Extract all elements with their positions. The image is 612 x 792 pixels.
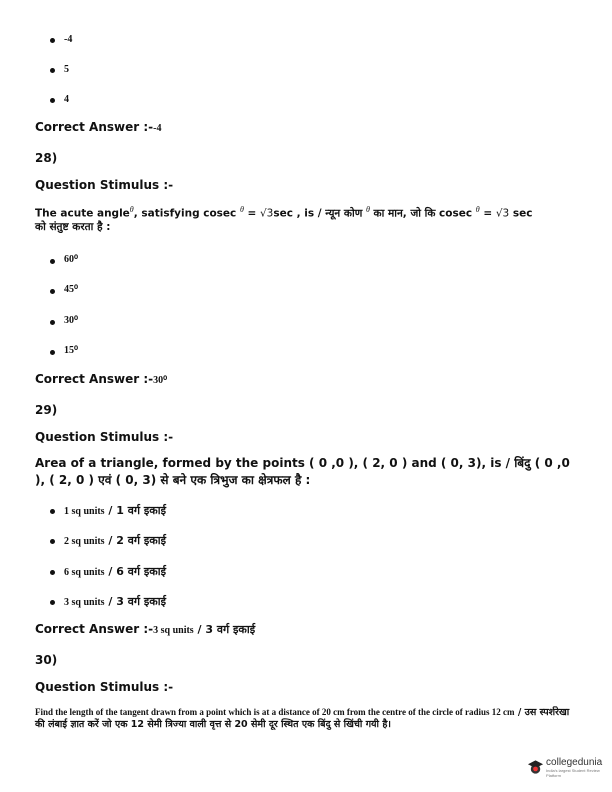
bullet bbox=[50, 350, 55, 355]
correct-answer-label: Correct Answer :- bbox=[35, 372, 154, 386]
option-en: 2 sq units bbox=[64, 536, 105, 547]
bullet bbox=[50, 509, 55, 514]
bullet bbox=[50, 320, 55, 325]
option-q28-2: 45⁰ bbox=[64, 284, 79, 295]
option-q29-3 bbox=[64, 564, 166, 579]
q28-text-part: sec , is / न्यून कोण bbox=[273, 207, 363, 220]
theta-symbol: θ bbox=[475, 205, 480, 214]
question-text-29: Area of a triangle, formed by the points ( 0 ,0 ), ( 2, 0 ) and ( 0, 3), is / बिंदु ( 0 ,0 ), ( 2, 0 ) एवं ( 0, 3) से बने एक त्रिभुज का क्षेत्रफल है : bbox=[35, 456, 570, 487]
bullet bbox=[50, 570, 55, 575]
sqrt3-symbol: √3 bbox=[259, 207, 274, 220]
correct-answer-value: 3 sq units bbox=[153, 625, 194, 636]
logo-brand: collegedunia bbox=[546, 757, 603, 768]
graduate-icon bbox=[527, 759, 544, 777]
option-hi: / 3 वर्ग इकाई bbox=[104, 595, 166, 608]
option-en: 6 sq units bbox=[64, 567, 105, 578]
correct-answer-label: Correct Answer :- bbox=[35, 622, 154, 636]
q30-text-hi: / उस स्पर्शरेखा की लंबाई ज्ञात करें जो एक 12 सेमी त्रिज्या वाली वृत्त से 20 सेमी दूर स्थित एक बिंदु से खिंची गयी है। bbox=[35, 707, 570, 730]
bullet bbox=[50, 289, 55, 294]
q28-text-part: , satisfying cosec bbox=[133, 207, 237, 220]
bullet bbox=[50, 539, 55, 544]
theta-symbol: θ bbox=[365, 205, 370, 214]
option-hi: / 1 वर्ग इकाई bbox=[104, 504, 166, 517]
correct-answer-q27 bbox=[35, 120, 161, 134]
question-text-28 bbox=[35, 203, 585, 234]
option-q28-3: 30⁰ bbox=[64, 315, 79, 326]
option-q29-2 bbox=[64, 533, 166, 548]
bullet bbox=[50, 259, 55, 264]
theta-symbol: θ bbox=[129, 205, 134, 214]
bullet bbox=[50, 68, 55, 73]
option-en: 3 sq units bbox=[64, 597, 105, 608]
question-number-29: 29) bbox=[35, 403, 58, 417]
q28-text-part: sec bbox=[512, 207, 533, 220]
correct-answer-q29 bbox=[35, 622, 255, 637]
option-q27-1: -4 bbox=[64, 34, 73, 45]
question-stimulus-label: Question Stimulus :- bbox=[35, 430, 174, 444]
bullet bbox=[50, 600, 55, 605]
option-q28-1: 60⁰ bbox=[64, 254, 79, 265]
bullet bbox=[50, 98, 55, 103]
correct-answer-value: 30⁰ bbox=[153, 375, 168, 386]
question-number-28: 28) bbox=[35, 151, 58, 165]
option-q29-1 bbox=[64, 503, 166, 518]
option-q27-3: 4 bbox=[64, 94, 69, 105]
question-text-30 bbox=[35, 706, 580, 731]
collegedunia-logo bbox=[527, 758, 612, 778]
question-stimulus-label: Question Stimulus :- bbox=[35, 680, 174, 694]
option-hi: / 6 वर्ग इकाई bbox=[104, 565, 166, 578]
sqrt3-symbol: √3 bbox=[495, 207, 510, 220]
q28-text-part: The acute angle bbox=[35, 207, 130, 220]
option-hi: / 2 वर्ग इकाई bbox=[104, 534, 166, 547]
option-q27-2: 5 bbox=[64, 64, 69, 75]
bullet bbox=[50, 38, 55, 43]
logo-tagline: India's largest Student Review Platform bbox=[546, 768, 600, 778]
correct-answer-value: -4 bbox=[153, 123, 162, 134]
question-number-30: 30) bbox=[35, 653, 58, 667]
theta-symbol: θ bbox=[239, 205, 244, 214]
option-q29-4 bbox=[64, 594, 166, 609]
q30-text-en: Find the length of the tangent drawn from a point which is at a distance of 20 cm from the centre of the circle of radius 12 cm bbox=[35, 707, 515, 717]
option-en: 1 sq units bbox=[64, 506, 105, 517]
correct-answer-q28 bbox=[35, 372, 167, 386]
correct-answer-value-hi: / 3 वर्ग इकाई bbox=[193, 623, 256, 636]
equals-sign: = bbox=[479, 207, 496, 220]
option-q28-4: 15⁰ bbox=[64, 345, 79, 356]
q28-text-part: को संतुष्ट करता है : bbox=[35, 220, 111, 233]
correct-answer-label: Correct Answer :- bbox=[35, 120, 154, 134]
q28-text-part: का मान, जो कि cosec bbox=[373, 207, 473, 220]
equals-sign: = bbox=[243, 207, 260, 220]
question-stimulus-label: Question Stimulus :- bbox=[35, 178, 174, 192]
